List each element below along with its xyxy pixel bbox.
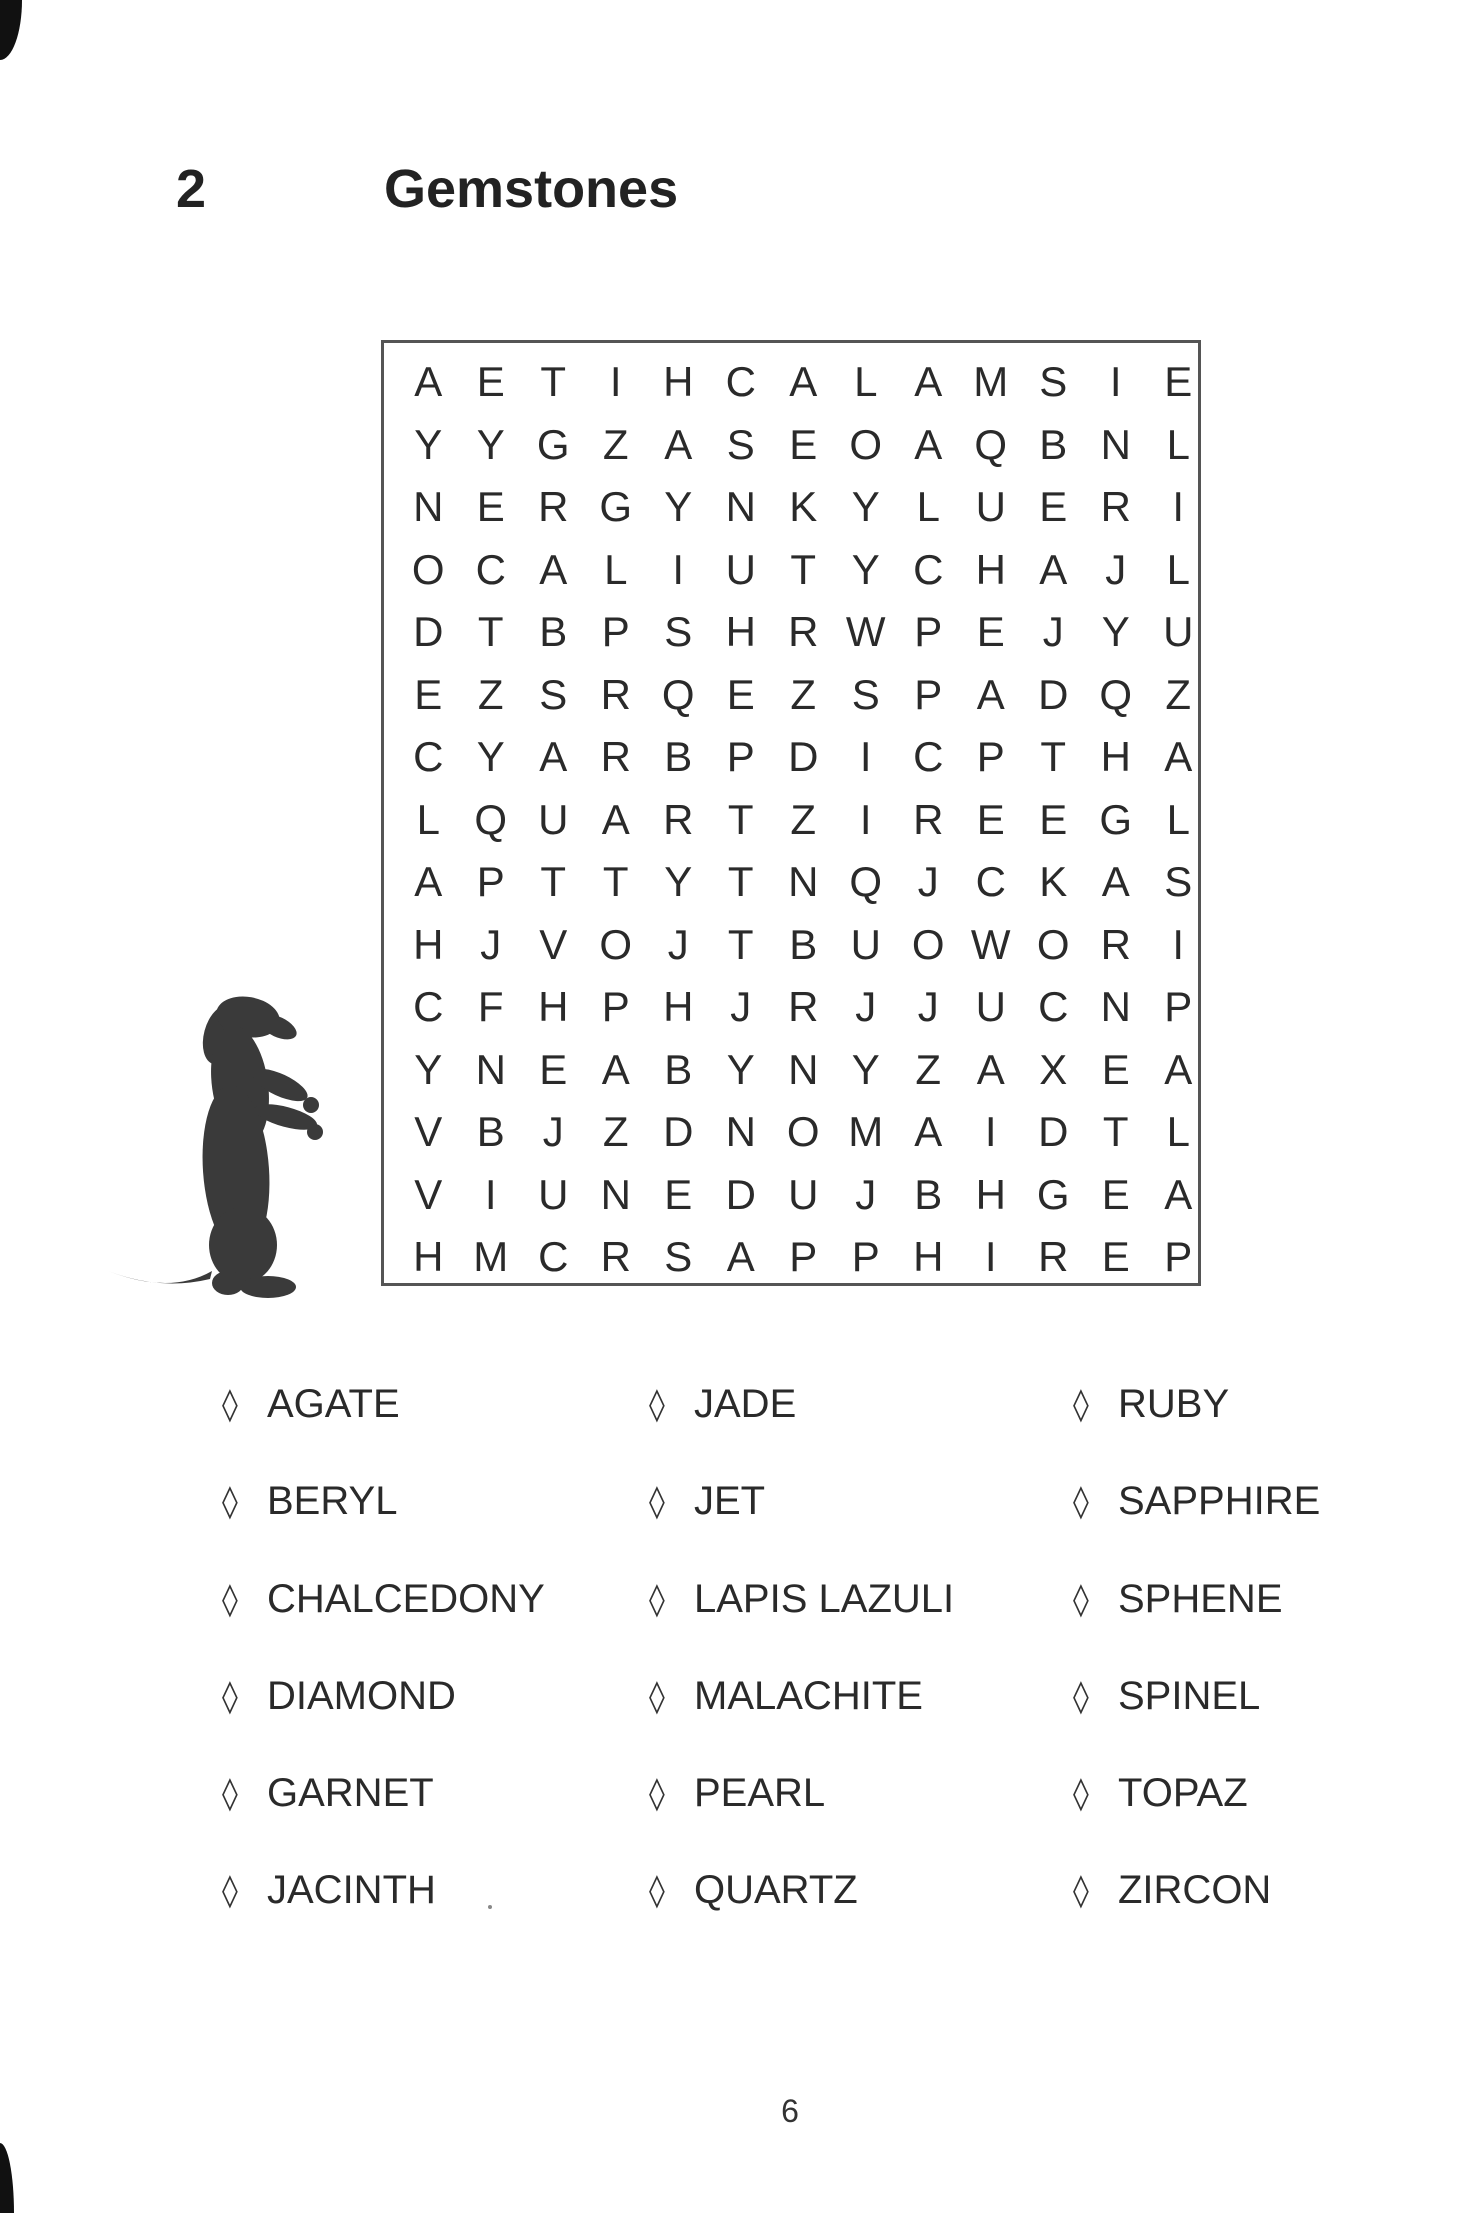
word-list-item: [222, 1769, 545, 1866]
grid-letter[interactable]: I: [859, 733, 872, 781]
grid-letter[interactable]: E: [726, 670, 755, 718]
grid-letter[interactable]: Y: [476, 420, 505, 468]
grid-letter[interactable]: Z: [602, 1108, 629, 1156]
grid-letter[interactable]: R: [1038, 1233, 1069, 1281]
word-label: QUARTZ: [694, 1868, 858, 1913]
grid-letter[interactable]: N: [788, 1045, 819, 1093]
grid-letter[interactable]: A: [1164, 1170, 1193, 1218]
word-list-item: [649, 1575, 954, 1672]
word-label: JACINTH: [267, 1868, 436, 1913]
diamond-bullet-icon: ◊: [222, 1385, 238, 1423]
grid-letter[interactable]: P: [914, 608, 943, 656]
grid-letter[interactable]: J: [917, 858, 939, 906]
grid-letter[interactable]: V: [539, 920, 568, 968]
word-list-item: [1073, 1380, 1320, 1477]
grid-letter[interactable]: T: [477, 608, 504, 656]
word-list-item: [222, 1866, 545, 1963]
grid-letter[interactable]: I: [984, 1108, 997, 1156]
word-label: SAPPHIRE: [1118, 1479, 1321, 1524]
grid-letter[interactable]: E: [976, 608, 1005, 656]
grid-letter[interactable]: R: [913, 795, 944, 843]
grid-letter[interactable]: P: [601, 608, 630, 656]
word-label: MALACHITE: [694, 1673, 923, 1718]
word-label: ZIRCON: [1118, 1868, 1272, 1913]
word-search-grid: [397, 351, 1210, 1289]
grid-letter[interactable]: E: [539, 1045, 568, 1093]
grid-letter[interactable]: P: [601, 983, 630, 1031]
grid-letter[interactable]: L: [416, 795, 440, 843]
grid-letter[interactable]: C: [475, 545, 506, 593]
grid-letter[interactable]: L: [1166, 420, 1190, 468]
grid-letter[interactable]: D: [1038, 670, 1069, 718]
grid-letter[interactable]: A: [976, 1045, 1005, 1093]
grid-letter[interactable]: N: [475, 1045, 506, 1093]
grid-letter[interactable]: S: [726, 420, 755, 468]
grid-letter[interactable]: A: [1101, 858, 1130, 906]
grid-letter[interactable]: V: [414, 1170, 443, 1218]
grid-letter[interactable]: Z: [915, 1045, 942, 1093]
grid-letter[interactable]: A: [1039, 545, 1068, 593]
grid-letter[interactable]: Z: [602, 420, 629, 468]
grid-letter[interactable]: Y: [851, 1045, 880, 1093]
word-list-column: [649, 1380, 954, 1964]
grid-letter[interactable]: F: [477, 983, 504, 1031]
grid-letter[interactable]: I: [672, 545, 685, 593]
grid-letter[interactable]: S: [539, 670, 568, 718]
grid-letter[interactable]: Z: [477, 670, 504, 718]
grid-letter[interactable]: Y: [851, 483, 880, 531]
grid-letter[interactable]: N: [413, 483, 444, 531]
word-search-grid-frame: [381, 340, 1201, 1286]
grid-letter[interactable]: H: [975, 1170, 1006, 1218]
grid-letter[interactable]: A: [726, 1233, 755, 1281]
grid-letter[interactable]: B: [664, 1045, 693, 1093]
grid-letter[interactable]: N: [600, 1170, 631, 1218]
grid-letter[interactable]: I: [1172, 483, 1185, 531]
word-list: [222, 1380, 1402, 1970]
grid-letter[interactable]: S: [1164, 858, 1193, 906]
grid-letter[interactable]: J: [917, 983, 939, 1031]
word-label: JET: [694, 1479, 766, 1524]
word-label: BERYL: [267, 1479, 398, 1524]
grid-letter[interactable]: E: [1101, 1045, 1130, 1093]
grid-letter[interactable]: M: [848, 1108, 884, 1156]
grid-letter[interactable]: H: [913, 1233, 944, 1281]
grid-letter[interactable]: R: [538, 483, 569, 531]
grid-letter[interactable]: U: [788, 1170, 819, 1218]
grid-letter[interactable]: O: [599, 920, 633, 968]
grid-letter[interactable]: Q: [474, 795, 508, 843]
grid-letter[interactable]: D: [413, 608, 444, 656]
word-label: SPHENE: [1118, 1576, 1283, 1621]
grid-letter[interactable]: H: [538, 983, 569, 1031]
word-list-item: [649, 1477, 954, 1574]
grid-letter[interactable]: Y: [851, 545, 880, 593]
word-label: DIAMOND: [267, 1673, 456, 1718]
grid-letter[interactable]: N: [725, 1108, 756, 1156]
grid-letter[interactable]: A: [914, 1108, 943, 1156]
grid-letter[interactable]: T: [727, 858, 754, 906]
diamond-bullet-icon: ◊: [1073, 1774, 1089, 1813]
word-label: GARNET: [267, 1771, 434, 1816]
grid-letter[interactable]: J: [542, 1108, 564, 1156]
grid-letter[interactable]: Y: [414, 420, 443, 468]
grid-letter[interactable]: Y: [414, 1045, 443, 1093]
grid-letter[interactable]: P: [476, 858, 505, 906]
grid-letter[interactable]: B: [1039, 420, 1068, 468]
grid-letter[interactable]: P: [914, 670, 943, 718]
grid-letter[interactable]: I: [484, 1170, 497, 1218]
word-list-item: [649, 1672, 954, 1769]
diamond-bullet-icon: ◊: [649, 1579, 665, 1618]
grid-letter[interactable]: E: [1039, 795, 1068, 843]
grid-letter[interactable]: X: [1039, 1045, 1068, 1093]
grid-letter[interactable]: S: [664, 1233, 693, 1281]
grid-letter[interactable]: P: [851, 1233, 880, 1281]
grid-letter[interactable]: R: [600, 670, 631, 718]
diamond-bullet-icon: ◊: [1073, 1579, 1089, 1618]
grid-letter[interactable]: Q: [974, 420, 1008, 468]
page-title: Gemstones: [384, 159, 679, 219]
grid-letter[interactable]: U: [975, 983, 1006, 1031]
grid-letter[interactable]: E: [476, 358, 505, 406]
grid-letter[interactable]: T: [727, 920, 754, 968]
grid-letter[interactable]: A: [1164, 1045, 1193, 1093]
word-list-item: [1073, 1477, 1320, 1574]
grid-letter[interactable]: C: [413, 733, 444, 781]
grid-letter[interactable]: R: [788, 608, 819, 656]
grid-letter[interactable]: Y: [1101, 608, 1130, 656]
grid-letter[interactable]: L: [1166, 545, 1190, 593]
grid-letter[interactable]: P: [976, 733, 1005, 781]
grid-letter[interactable]: T: [540, 858, 567, 906]
grid-letter[interactable]: C: [913, 733, 944, 781]
grid-letter[interactable]: P: [789, 1233, 818, 1281]
grid-letter[interactable]: R: [1100, 483, 1131, 531]
grid-letter[interactable]: L: [604, 545, 628, 593]
dachshund-silhouette-icon: [100, 995, 340, 1305]
grid-letter[interactable]: O: [911, 920, 945, 968]
diamond-bullet-icon: ◊: [222, 1676, 238, 1715]
grid-letter[interactable]: T: [602, 858, 629, 906]
grid-letter[interactable]: A: [601, 1045, 630, 1093]
grid-letter[interactable]: D: [663, 1108, 694, 1156]
grid-letter[interactable]: E: [414, 670, 443, 718]
word-label: JADE: [694, 1382, 797, 1426]
grid-letter[interactable]: E: [1164, 358, 1193, 406]
grid-letter[interactable]: C: [725, 358, 756, 406]
grid-letter[interactable]: J: [667, 920, 689, 968]
grid-letter[interactable]: W: [970, 920, 1011, 968]
grid-letter[interactable]: Y: [726, 1045, 755, 1093]
grid-letter[interactable]: E: [664, 1170, 693, 1218]
diamond-bullet-icon: ◊: [222, 1482, 238, 1521]
grid-letter[interactable]: A: [539, 733, 568, 781]
grid-letter[interactable]: I: [609, 358, 622, 406]
diamond-bullet-icon: ◊: [222, 1774, 238, 1813]
grid-letter[interactable]: R: [600, 1233, 631, 1281]
word-label: AGATE: [267, 1382, 400, 1426]
grid-letter[interactable]: T: [540, 358, 567, 406]
grid-letter[interactable]: A: [664, 420, 693, 468]
grid-letter[interactable]: L: [1166, 1108, 1190, 1156]
grid-letter[interactable]: I: [859, 795, 872, 843]
grid-letter[interactable]: H: [413, 920, 444, 968]
grid-letter[interactable]: J: [1042, 608, 1064, 656]
page-corner-bottom-left: [0, 2143, 14, 2213]
grid-letter[interactable]: U: [850, 920, 881, 968]
grid-letter[interactable]: Q: [1099, 670, 1133, 718]
grid-letter[interactable]: U: [725, 545, 756, 593]
grid-letter[interactable]: Q: [849, 858, 883, 906]
word-list-item: [1073, 1866, 1320, 1963]
grid-letter[interactable]: M: [973, 358, 1009, 406]
grid-letter[interactable]: H: [975, 545, 1006, 593]
grid-letter[interactable]: M: [473, 1233, 509, 1281]
grid-letter[interactable]: O: [411, 545, 445, 593]
grid-letter[interactable]: E: [1101, 1170, 1130, 1218]
diamond-bullet-icon: ◊: [649, 1676, 665, 1715]
grid-letter[interactable]: R: [600, 733, 631, 781]
grid-letter[interactable]: U: [538, 795, 569, 843]
word-list-item: [649, 1866, 954, 1963]
grid-letter[interactable]: O: [849, 420, 883, 468]
grid-letter[interactable]: L: [854, 358, 878, 406]
grid-letter[interactable]: S: [1039, 358, 1068, 406]
grid-letter[interactable]: Z: [790, 795, 817, 843]
grid-letter[interactable]: B: [789, 920, 818, 968]
grid-letter[interactable]: N: [725, 483, 756, 531]
grid-letter[interactable]: J: [1105, 545, 1127, 593]
grid-letter[interactable]: N: [1100, 983, 1131, 1031]
diamond-bullet-icon: ◊: [1073, 1676, 1089, 1715]
word-list-column: [222, 1380, 545, 1964]
word-label: CHALCEDONY: [267, 1576, 545, 1621]
grid-letter[interactable]: Q: [661, 670, 695, 718]
grid-letter[interactable]: W: [845, 608, 886, 656]
grid-letter[interactable]: P: [1164, 983, 1193, 1031]
grid-letter[interactable]: G: [599, 483, 633, 531]
grid-letter[interactable]: A: [976, 670, 1005, 718]
paper-speck: [488, 1905, 492, 1909]
grid-letter[interactable]: U: [1163, 608, 1194, 656]
grid-letter[interactable]: A: [914, 358, 943, 406]
grid-letter[interactable]: U: [538, 1170, 569, 1218]
grid-letter[interactable]: J: [855, 1170, 877, 1218]
grid-letter[interactable]: E: [789, 420, 818, 468]
grid-letter[interactable]: S: [664, 608, 693, 656]
puzzle-number: 2: [176, 159, 207, 219]
grid-letter[interactable]: H: [663, 358, 694, 406]
diamond-bullet-icon: ◊: [649, 1774, 665, 1813]
grid-letter[interactable]: L: [1166, 795, 1190, 843]
grid-letter[interactable]: P: [1164, 1233, 1193, 1281]
grid-letter[interactable]: N: [1100, 420, 1131, 468]
grid-letter[interactable]: C: [538, 1233, 569, 1281]
grid-letter[interactable]: A: [539, 545, 568, 593]
grid-letter[interactable]: K: [789, 483, 818, 531]
diamond-bullet-icon: ◊: [649, 1482, 665, 1521]
grid-letter[interactable]: H: [663, 983, 694, 1031]
grid-letter[interactable]: Y: [664, 858, 693, 906]
grid-letter[interactable]: D: [1038, 1108, 1069, 1156]
diamond-bullet-icon: ◊: [649, 1385, 665, 1423]
grid-letter[interactable]: A: [414, 858, 443, 906]
grid-letter[interactable]: I: [1172, 920, 1185, 968]
grid-letter[interactable]: B: [664, 733, 693, 781]
grid-letter[interactable]: C: [413, 983, 444, 1031]
grid-letter[interactable]: Y: [664, 483, 693, 531]
word-list-item: [222, 1380, 545, 1477]
grid-letter[interactable]: U: [975, 483, 1006, 531]
grid-letter[interactable]: Z: [1165, 670, 1192, 718]
grid-letter[interactable]: H: [1100, 733, 1131, 781]
grid-letter[interactable]: H: [725, 608, 756, 656]
page-corner-top-left: [0, 0, 22, 60]
grid-letter[interactable]: V: [414, 1108, 443, 1156]
word-list-item: [1073, 1769, 1320, 1866]
grid-letter[interactable]: T: [790, 545, 817, 593]
word-list-item: [649, 1380, 954, 1477]
grid-letter[interactable]: G: [1036, 1170, 1070, 1218]
diamond-bullet-icon: ◊: [649, 1871, 665, 1910]
word-list-item: [1073, 1575, 1320, 1672]
grid-letter[interactable]: S: [851, 670, 880, 718]
grid-letter[interactable]: A: [414, 358, 443, 406]
grid-letter[interactable]: O: [1036, 920, 1070, 968]
grid-letter[interactable]: G: [536, 420, 570, 468]
grid-letter[interactable]: T: [727, 795, 754, 843]
grid-letter[interactable]: A: [601, 795, 630, 843]
grid-letter[interactable]: C: [1038, 983, 1069, 1031]
grid-letter[interactable]: I: [984, 1233, 997, 1281]
grid-letter[interactable]: B: [476, 1108, 505, 1156]
grid-letter[interactable]: J: [730, 983, 752, 1031]
diamond-bullet-icon: ◊: [222, 1579, 238, 1618]
grid-letter[interactable]: Y: [476, 733, 505, 781]
grid-letter[interactable]: J: [855, 983, 877, 1031]
grid-letter[interactable]: A: [914, 420, 943, 468]
word-label: LAPIS LAZULI: [694, 1576, 955, 1621]
grid-letter[interactable]: T: [1040, 733, 1067, 781]
word-label: RUBY: [1118, 1382, 1230, 1426]
grid-letter[interactable]: G: [1099, 795, 1133, 843]
grid-letter[interactable]: H: [413, 1233, 444, 1281]
grid-letter[interactable]: R: [1100, 920, 1131, 968]
diamond-bullet-icon: ◊: [222, 1871, 238, 1910]
word-list-item: [222, 1575, 545, 1672]
grid-letter[interactable]: E: [976, 795, 1005, 843]
word-label: TOPAZ: [1118, 1771, 1248, 1816]
diamond-bullet-icon: ◊: [1073, 1482, 1089, 1521]
grid-letter[interactable]: D: [725, 1170, 756, 1218]
grid-letter[interactable]: C: [975, 858, 1006, 906]
page-number: 6: [781, 2093, 799, 2129]
grid-letter[interactable]: R: [788, 983, 819, 1031]
grid-letter[interactable]: L: [916, 483, 940, 531]
word-list-item: [649, 1769, 954, 1866]
word-label: PEARL: [694, 1771, 826, 1816]
word-list-item: [222, 1477, 545, 1574]
grid-letter[interactable]: C: [913, 545, 944, 593]
grid-letter[interactable]: P: [726, 733, 755, 781]
grid-letter[interactable]: A: [789, 358, 818, 406]
grid-letter[interactable]: A: [1164, 733, 1193, 781]
grid-letter[interactable]: T: [1102, 1108, 1129, 1156]
word-list-item: [1073, 1672, 1320, 1769]
grid-letter[interactable]: E: [476, 483, 505, 531]
diamond-bullet-icon: ◊: [1073, 1871, 1089, 1910]
grid-letter[interactable]: D: [788, 733, 819, 781]
grid-letter[interactable]: J: [480, 920, 502, 968]
grid-letter[interactable]: N: [788, 858, 819, 906]
grid-letter[interactable]: O: [786, 1108, 820, 1156]
grid-letter[interactable]: E: [1039, 483, 1068, 531]
grid-letter[interactable]: Z: [790, 670, 817, 718]
grid-letter[interactable]: B: [539, 608, 568, 656]
grid-letter[interactable]: B: [914, 1170, 943, 1218]
grid-letter[interactable]: R: [663, 795, 694, 843]
word-list-column: [1073, 1380, 1320, 1964]
grid-letter[interactable]: E: [1101, 1233, 1130, 1281]
word-list-item: [222, 1672, 545, 1769]
diamond-bullet-icon: ◊: [1073, 1385, 1089, 1423]
grid-letter[interactable]: I: [1109, 358, 1122, 406]
word-label: SPINEL: [1118, 1673, 1261, 1718]
grid-letter[interactable]: K: [1039, 858, 1068, 906]
